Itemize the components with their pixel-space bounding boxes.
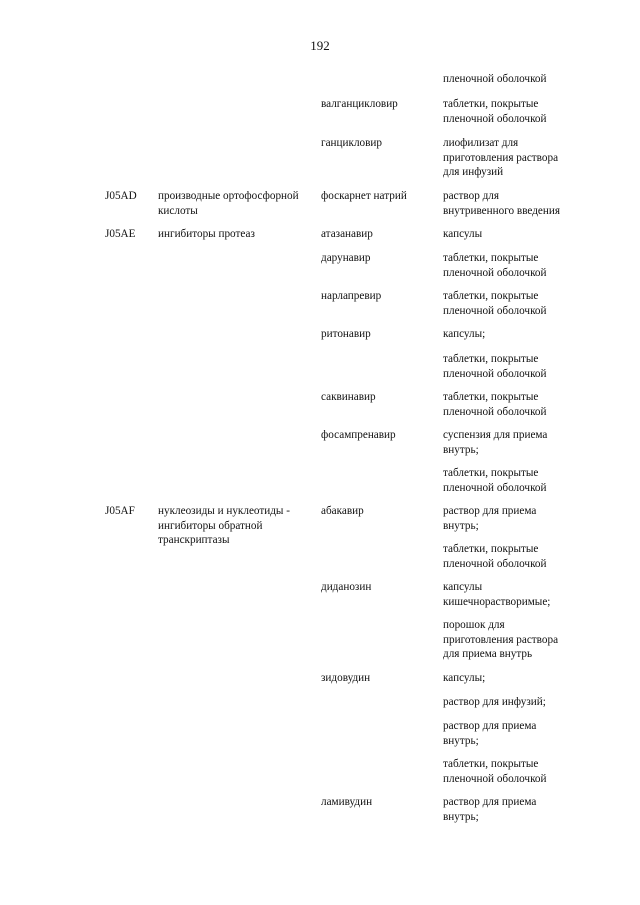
dosage-form [443,189,583,218]
dosage-form [443,719,583,748]
dosage-form-line: капсулы [443,228,483,240]
drug-name: зидовудин [321,672,371,684]
pharmacological-group: производные ортофосфорной кислоты [158,190,299,217]
table-row [0,97,640,136]
dosage-form-line: пленочной оболочкой [443,481,547,494]
dosage-form-line: раствор для приема [443,796,537,808]
dosage-form [443,542,583,571]
atc-code: J05AD [105,190,137,202]
table-row [0,189,640,227]
dosage-form-line: таблетки, покрытые [443,467,539,479]
table-row [0,390,640,428]
table-row [0,136,640,189]
dosage-form-line: пленочной оболочкой [443,266,547,279]
table-row [0,352,640,390]
drug-name: валганцикловир [321,98,398,110]
drug-name: диданозин [321,581,372,593]
dosage-form [443,289,583,318]
dosage-form [443,466,583,495]
table-row [0,580,640,618]
drug-name: абакавир [321,505,364,517]
table-row [0,72,640,97]
table-row [0,504,640,547]
table-row [0,289,640,327]
dosage-form-line: внутрь; [443,734,479,747]
atc-code: J05AE [105,228,136,240]
table-row [0,327,640,352]
dosage-form-line: пленочной оболочкой [443,73,547,85]
pharmacological-group: нуклеозиды и нуклеотиды - ингибиторы обратной транскриптазы [158,505,290,547]
dosage-form-line: капсулы; [443,672,486,684]
dosage-form-line: раствор для [443,190,500,202]
atc-code: J05AF [105,505,135,517]
table-row [0,695,640,719]
table-row [0,251,640,289]
dosage-form-line: пленочной оболочкой [443,557,547,570]
dosage-form-line: кишечнорастворимые; [443,595,551,608]
dosage-form-line: таблетки, покрытые [443,543,539,555]
dosage-form [443,390,583,419]
dosage-form-line: для приема внутрь [443,648,533,661]
dosage-form [443,618,583,662]
drug-name: саквинавир [321,391,376,403]
dosage-form-line: пленочной оболочкой [443,772,547,785]
table-row [0,757,640,795]
dosage-form [443,695,583,710]
dosage-form-line: раствор для приема [443,505,537,517]
drug-name: ганцикловир [321,137,382,149]
dosage-form-line: порошок для [443,619,505,631]
dosage-form [443,671,583,686]
dosage-form-line: лиофилизат для [443,137,519,149]
dosage-form [443,352,583,381]
drug-name: нарлапревир [321,290,382,302]
dosage-form [443,136,583,180]
dosage-form-line: таблетки, покрытые [443,353,539,365]
dosage-form-line: капсулы; [443,328,486,340]
dosage-form [443,757,583,786]
dosage-form [443,504,583,533]
table-row [0,618,640,671]
dosage-form [443,72,583,87]
dosage-form-line: для инфузий [443,166,504,179]
table-row [0,795,640,825]
dosage-form [443,97,583,126]
drug-name: дарунавир [321,252,371,264]
table-row [0,671,640,695]
table-row [0,428,640,466]
dosage-form-line: таблетки, покрытые [443,758,539,770]
dosage-form-line: таблетки, покрытые [443,290,539,302]
dosage-form-line: таблетки, покрытые [443,391,539,403]
dosage-form [443,428,583,457]
dosage-form [443,580,583,609]
dosage-form-line: пленочной оболочкой [443,405,547,418]
dosage-form-line: внутрь; [443,519,479,532]
dosage-form-line: приготовления раствора [443,151,559,164]
table-row [0,719,640,757]
table-row [0,227,640,251]
dosage-form-line: капсулы [443,581,483,593]
dosage-form-line: раствор для инфузий; [443,696,546,708]
dosage-form [443,795,583,824]
dosage-form-line: таблетки, покрытые [443,252,539,264]
dosage-form-line: таблетки, покрытые [443,98,539,110]
drug-name: атазанавир [321,228,373,240]
table-row [0,466,640,504]
dosage-form-line: приготовления раствора [443,633,559,646]
dosage-form-line: суспензия для приема [443,429,548,441]
page-number: 192 [310,38,330,53]
dosage-form [443,251,583,280]
table-row [0,542,640,580]
drug-table [0,72,640,825]
dosage-form [443,327,583,342]
dosage-form-line: внутрь; [443,443,479,456]
drug-name: фоскарнет натрий [321,190,407,202]
dosage-form-line: пленочной оболочкой [443,304,547,317]
dosage-form-line: пленочной оболочкой [443,367,547,380]
dosage-form-line: внутрь; [443,810,479,823]
dosage-form-line: внутривенного введения [443,204,561,217]
dosage-form-line: пленочной оболочкой [443,112,547,125]
drug-name: ламивудин [321,796,373,808]
drug-name: ритонавир [321,328,371,340]
pharmacological-group: ингибиторы протеаз [158,228,255,240]
drug-name: фосампренавир [321,429,396,441]
dosage-form-line: раствор для приема [443,720,537,732]
dosage-form [443,227,583,242]
